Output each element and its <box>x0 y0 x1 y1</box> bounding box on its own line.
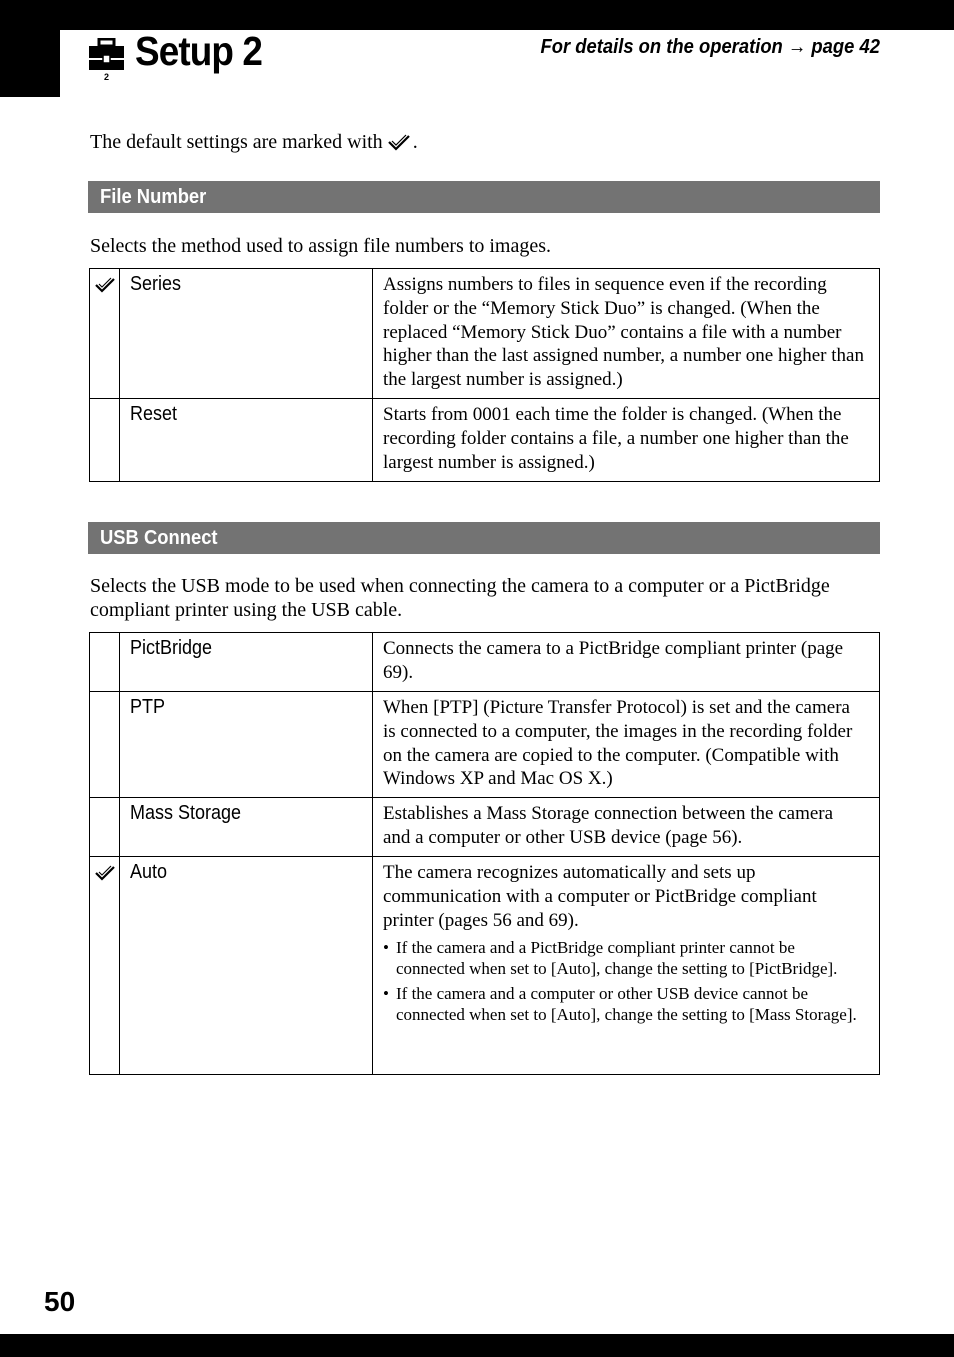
bottom-black-bar <box>0 1334 954 1357</box>
file-number-heading: File Number <box>88 181 880 213</box>
default-marker-cell <box>90 857 120 1075</box>
option-description: When [PTP] (Picture Transfer Protocol) is set and the camera is connected to a computer, the images in the recording folder on the camera are copied to the computer. (Compatible with Windows XP and Mac OS X.) <box>383 697 853 790</box>
default-settings-note <box>90 131 418 154</box>
option-name-cell <box>120 798 373 857</box>
option-name: Auto <box>130 861 168 884</box>
default-note-end: . <box>412 131 418 153</box>
option-description: The camera recognizes automatically and sets up communication with a computer or PictBridge compliant printer (pages 56 and 69). <box>383 862 817 931</box>
option-description: Assigns numbers to files in sequence even if the recording folder or the “Memory Stick Duo” is changed. (When the replaced “Memory Stick Duo” contains a file with a number higher than the last assigned number, a number one higher than the largest number is assigned.) <box>383 274 864 391</box>
option-description-cell <box>373 857 880 1075</box>
option-description-cell <box>373 798 880 857</box>
default-check-icon <box>94 277 116 295</box>
option-row <box>90 798 880 857</box>
default-note-text: The default settings are marked with <box>90 131 383 153</box>
option-description-cell <box>373 399 880 482</box>
top-black-bar <box>0 0 954 30</box>
option-row <box>90 633 880 692</box>
page-title: Setup 2 <box>135 28 262 74</box>
option-name: Mass Storage <box>130 802 242 825</box>
option-name-cell <box>120 633 373 692</box>
option-description-cell <box>373 269 880 399</box>
option-row <box>90 269 880 399</box>
option-description: Establishes a Mass Storage connection between the camera and a computer or other USB device (page 56). <box>383 803 834 848</box>
option-notes-list <box>383 937 865 1025</box>
option-name-cell <box>120 857 373 1075</box>
setup-toolbox-icon <box>88 38 125 82</box>
default-marker-cell <box>90 692 120 798</box>
default-check-icon <box>94 865 116 883</box>
setup-icon-number: 2 <box>103 72 110 82</box>
corner-black-tab <box>0 0 60 97</box>
default-marker-cell <box>90 399 120 482</box>
option-row <box>90 692 880 798</box>
usb-connect-options-table <box>89 632 880 1075</box>
usb-connect-heading: USB Connect <box>88 522 880 554</box>
operation-page-reference: For details on the operation → page 42 <box>540 36 880 58</box>
default-check-icon <box>387 134 411 152</box>
option-description-cell <box>373 633 880 692</box>
option-name: PTP <box>130 696 166 718</box>
option-name-cell <box>120 399 373 482</box>
default-marker-cell <box>90 633 120 692</box>
default-marker-cell <box>90 798 120 857</box>
option-description-cell <box>373 692 880 798</box>
file-number-description: Selects the method used to assign file numbers to images. <box>90 235 552 257</box>
option-description: Connects the camera to a PictBridge compliant printer (page 69). <box>383 638 844 683</box>
option-description: Starts from 0001 each time the folder is changed. (When the recording folder contains a file, a number one higher than the largest number is assigned.) <box>383 404 849 473</box>
option-row <box>90 857 880 1075</box>
file-number-options-table <box>89 268 880 482</box>
page-number: 50 <box>44 1286 76 1317</box>
option-name: PictBridge <box>130 637 213 659</box>
option-note: • If the camera and a PictBridge compliant printer cannot be connected when set to [Auto], change the setting to [PictBridge]. <box>383 937 865 979</box>
option-row <box>90 399 880 482</box>
option-name: Series <box>130 273 182 295</box>
option-name: Reset <box>130 403 178 425</box>
option-name-cell <box>120 269 373 399</box>
option-note: • If the camera and a computer or other USB device cannot be connected when set to [Auto], change the setting to [Mass Storage]. <box>383 983 865 1025</box>
option-name-cell <box>120 692 373 798</box>
default-marker-cell <box>90 269 120 399</box>
usb-connect-description: Selects the USB mode to be used when connecting the camera to a computer or a PictBridge compliant printer using the USB cable. <box>90 575 830 621</box>
